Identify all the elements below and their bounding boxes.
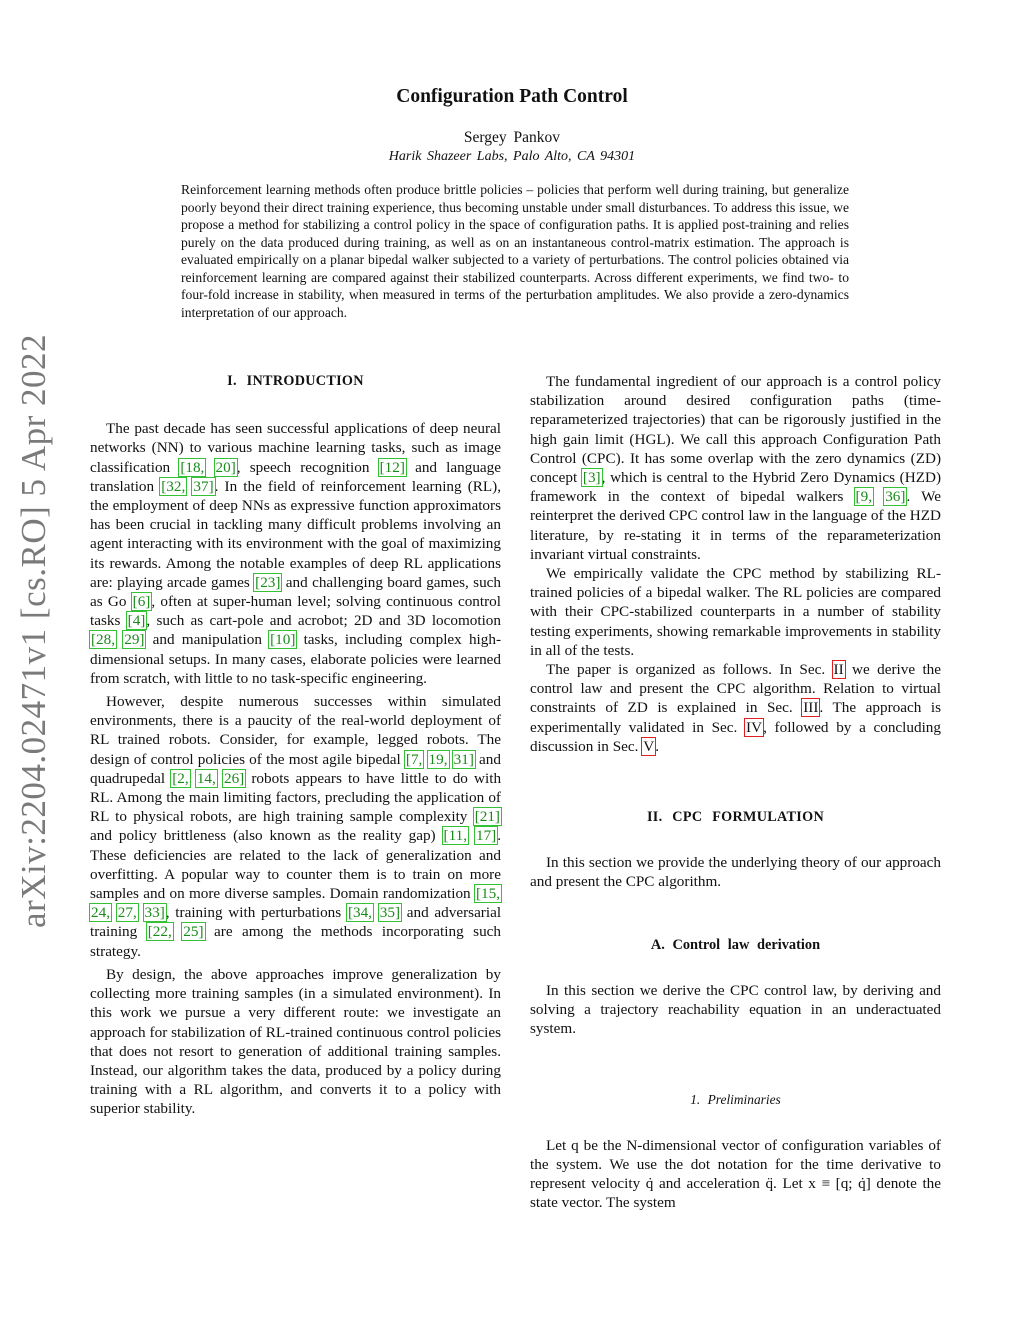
citation-link[interactable]: [3] [582,469,601,487]
citation-link[interactable]: [7, [405,750,423,768]
citation-link[interactable]: 24, [91,904,110,922]
citation-link[interactable]: 26] [223,769,245,787]
author-name: Sergey Pankov [463,129,561,146]
right-column [530,372,941,1213]
citation-link[interactable]: [11, [443,827,468,845]
left-column [90,372,501,1119]
section-ref-link[interactable]: III [803,699,819,717]
intro-paragraph-6: The paper is organized as follows. In Sec. II we derive the control law and present the CPC algorithm. Relation to virtual constraints of ZD is explained in Sec. III. The approach is experimentally validated in Sec. IV, followed by a concluding discussion in Sec. V. [530,661,942,755]
citation-link[interactable]: [4] [127,612,146,630]
cpc-paragraph-3: Let q be the N-dimensional vector of configuration variables of the system. We use the dot notation for the time derivative to represent velocity q̇ and acceleration q̈. Let x ≡ [q; q̇] denote the state vector. The system [530,1136,941,1212]
citation-link[interactable]: 27, [117,904,137,922]
author-affiliation: Harik Shazeer Labs, Palo Alto, CA 94301 [388,149,636,164]
citation-link[interactable]: [21] [474,808,500,826]
cpc-paragraph-1: In this section we provide the underlying theory of our approach and present the CPC algorithm. [530,854,941,891]
citation-link[interactable]: [22, [147,923,172,941]
citation-link[interactable]: 17] [475,827,497,845]
citation-link[interactable]: 36] [885,488,906,506]
citation-link[interactable]: [28, [91,631,116,649]
citation-link[interactable]: 14, [196,769,216,787]
section-heading-cpc-formulation: II. CPC FORMULATION [646,809,825,826]
section-ref-link[interactable]: II [833,661,844,679]
section-ref-link[interactable]: V [643,737,655,755]
citation-link[interactable]: 25] [183,923,204,941]
section-heading-introduction: I. INTRODUCTION [227,373,364,389]
intro-paragraph-1: The past decade has seen successful applications of deep neural networks (NN) to various machine learning tasks, such as image classification [18, 20], speech recognition [12] and language translation [32, 37]. In the field of reinforcement learning (RL), the employment of deep NNs as expressive function approximators has been crucial in tackling many difficult problems involving an agent interacting with its environment with the goal of maximizing its rewards. Among the notable examples of deep RL applications are: playing arcade games [23] and challenging board games, such as Go [6], often at super-human level; solving continuous control tasks [4], such as cart-pole and acrobot; 2D and 3D locomotion [28, 29] and manipulation [10] tasks, including complex high-dimensional setups. In many cases, elaborate policies were learned from scratch, with little to no task-specific engineering. [90,420,502,687]
citation-link[interactable]: 29] [124,631,145,649]
citation-link[interactable]: [2, [172,769,189,787]
subsection-heading-control-law: A. Control law derivation [650,936,821,953]
citation-link[interactable]: [9, [855,488,872,506]
citation-link[interactable]: [34, [347,904,372,922]
intro-paragraph-5: We empirically validate the CPC method by stabilizing RL-trained policies of a bipedal walker. The RL policies are compared with their CPC-stabilized counterparts in a number of stability testing experiments, showing remarkable improvements in stability in all of the tests. [530,565,941,659]
abstract: Reinforcement learning methods often produce brittle policies – policies that perform well during training, but generalize poorly beyond their direct training experience, thus becoming unstable under small disturbances. To address this issue, we propose a method for stabilizing a control policy in the space of configuration paths. It is applied post-training and relies purely on the data produced during training, as well as on an instantaneous control-matrix estimation. The approach is evaluated empirically on a planar bipedal walker subjected to a variety of perturbations. The control policies obtained via reinforcement learning are compared against their stabilized counterparts. Across different experiments, we find two- to four-fold increase in stability, when measured in terms of the perturbation amplitudes. We also provide a zero-dynamics interpretation of our approach. [181,182,849,320]
arxiv-stamp: arXiv:2204.02471v1 [cs.RO] 5 Apr 2022 [14,333,53,928]
citation-link[interactable]: [6] [132,593,151,611]
citation-link[interactable]: [12] [379,458,405,476]
intro-paragraph-2: However, despite numerous successes within simulated environments, there is a paucity of the real-world deployment of RL trained robots. Consider, for example, legged robots. The design of control policies of the most agile bipedal [7, 19, 31] and quadrupedal [2, 14, 26] robots appears to have little to do with RL. Among the main limiting factors, precluding the application of RL to physical robots, are high training sample complexity [21] and policy brittleness (also known as the reality gap) [11, 17]. These deficiencies are related to the lack of generalization and overfitting. A popular way to counter them is to train on more samples and on more diverse samples. Domain randomization [15, 24, 27, 33], training with perturbations [34, 35] and adversarial training [22, 25] are among the methods incorporating such strategy. [90,693,502,960]
paper-title: Configuration Path Control [396,86,628,107]
intro-paragraph-3: By design, the above approaches improve generalization by collecting more training samples (in a simulated environment). In this work we pursue a very different route: we investigate an approach for stabilization of RL-trained continuous control policies that does not resort to generation of additional training samples. Instead, our algorithm takes the data, produced by a policy during training with a RL algorithm, and converts it to a policy with superior stability. [90,965,501,1118]
citation-link[interactable]: [15, [475,885,500,903]
citation-link[interactable]: 19, [428,750,448,768]
cpc-paragraph-2: In this section we derive the CPC control law, by deriving and solving a trajectory reachability equation in an underactuated system. [530,981,941,1038]
citation-link[interactable]: 35] [379,904,400,922]
intro-paragraph-4: The fundamental ingredient of our approach is a control policy stabilization around desired configuration paths (time-reparameterized trajectories) that can be rigorously justified in the high gain limit (HGL). We call this approach Configuration Path Control (CPC). It has some overlap with the zero dynamics (ZD) concept [3], which is central to the Hybrid Zero Dynamics (HZD) framework in the context of bipedal walkers [9, 36]. We reinterpret the derived CPC control law in the language of the HZD literature, by re-stating it in terms of the reparameterization invariant virtual constraints. [530,373,941,563]
citation-link[interactable]: [10] [270,631,296,649]
citation-link[interactable]: 33] [144,904,165,922]
citation-link[interactable]: [32, [161,477,186,495]
subsubsection-heading-preliminaries: 1. Preliminaries [690,1092,781,1108]
citation-link[interactable]: 31] [453,750,474,768]
citation-link[interactable]: 37] [193,477,214,495]
citation-link[interactable]: [23] [255,573,281,591]
citation-link[interactable]: [18, [180,458,205,476]
citation-link[interactable]: 20] [215,458,236,476]
section-ref-link[interactable]: IV [746,718,763,736]
